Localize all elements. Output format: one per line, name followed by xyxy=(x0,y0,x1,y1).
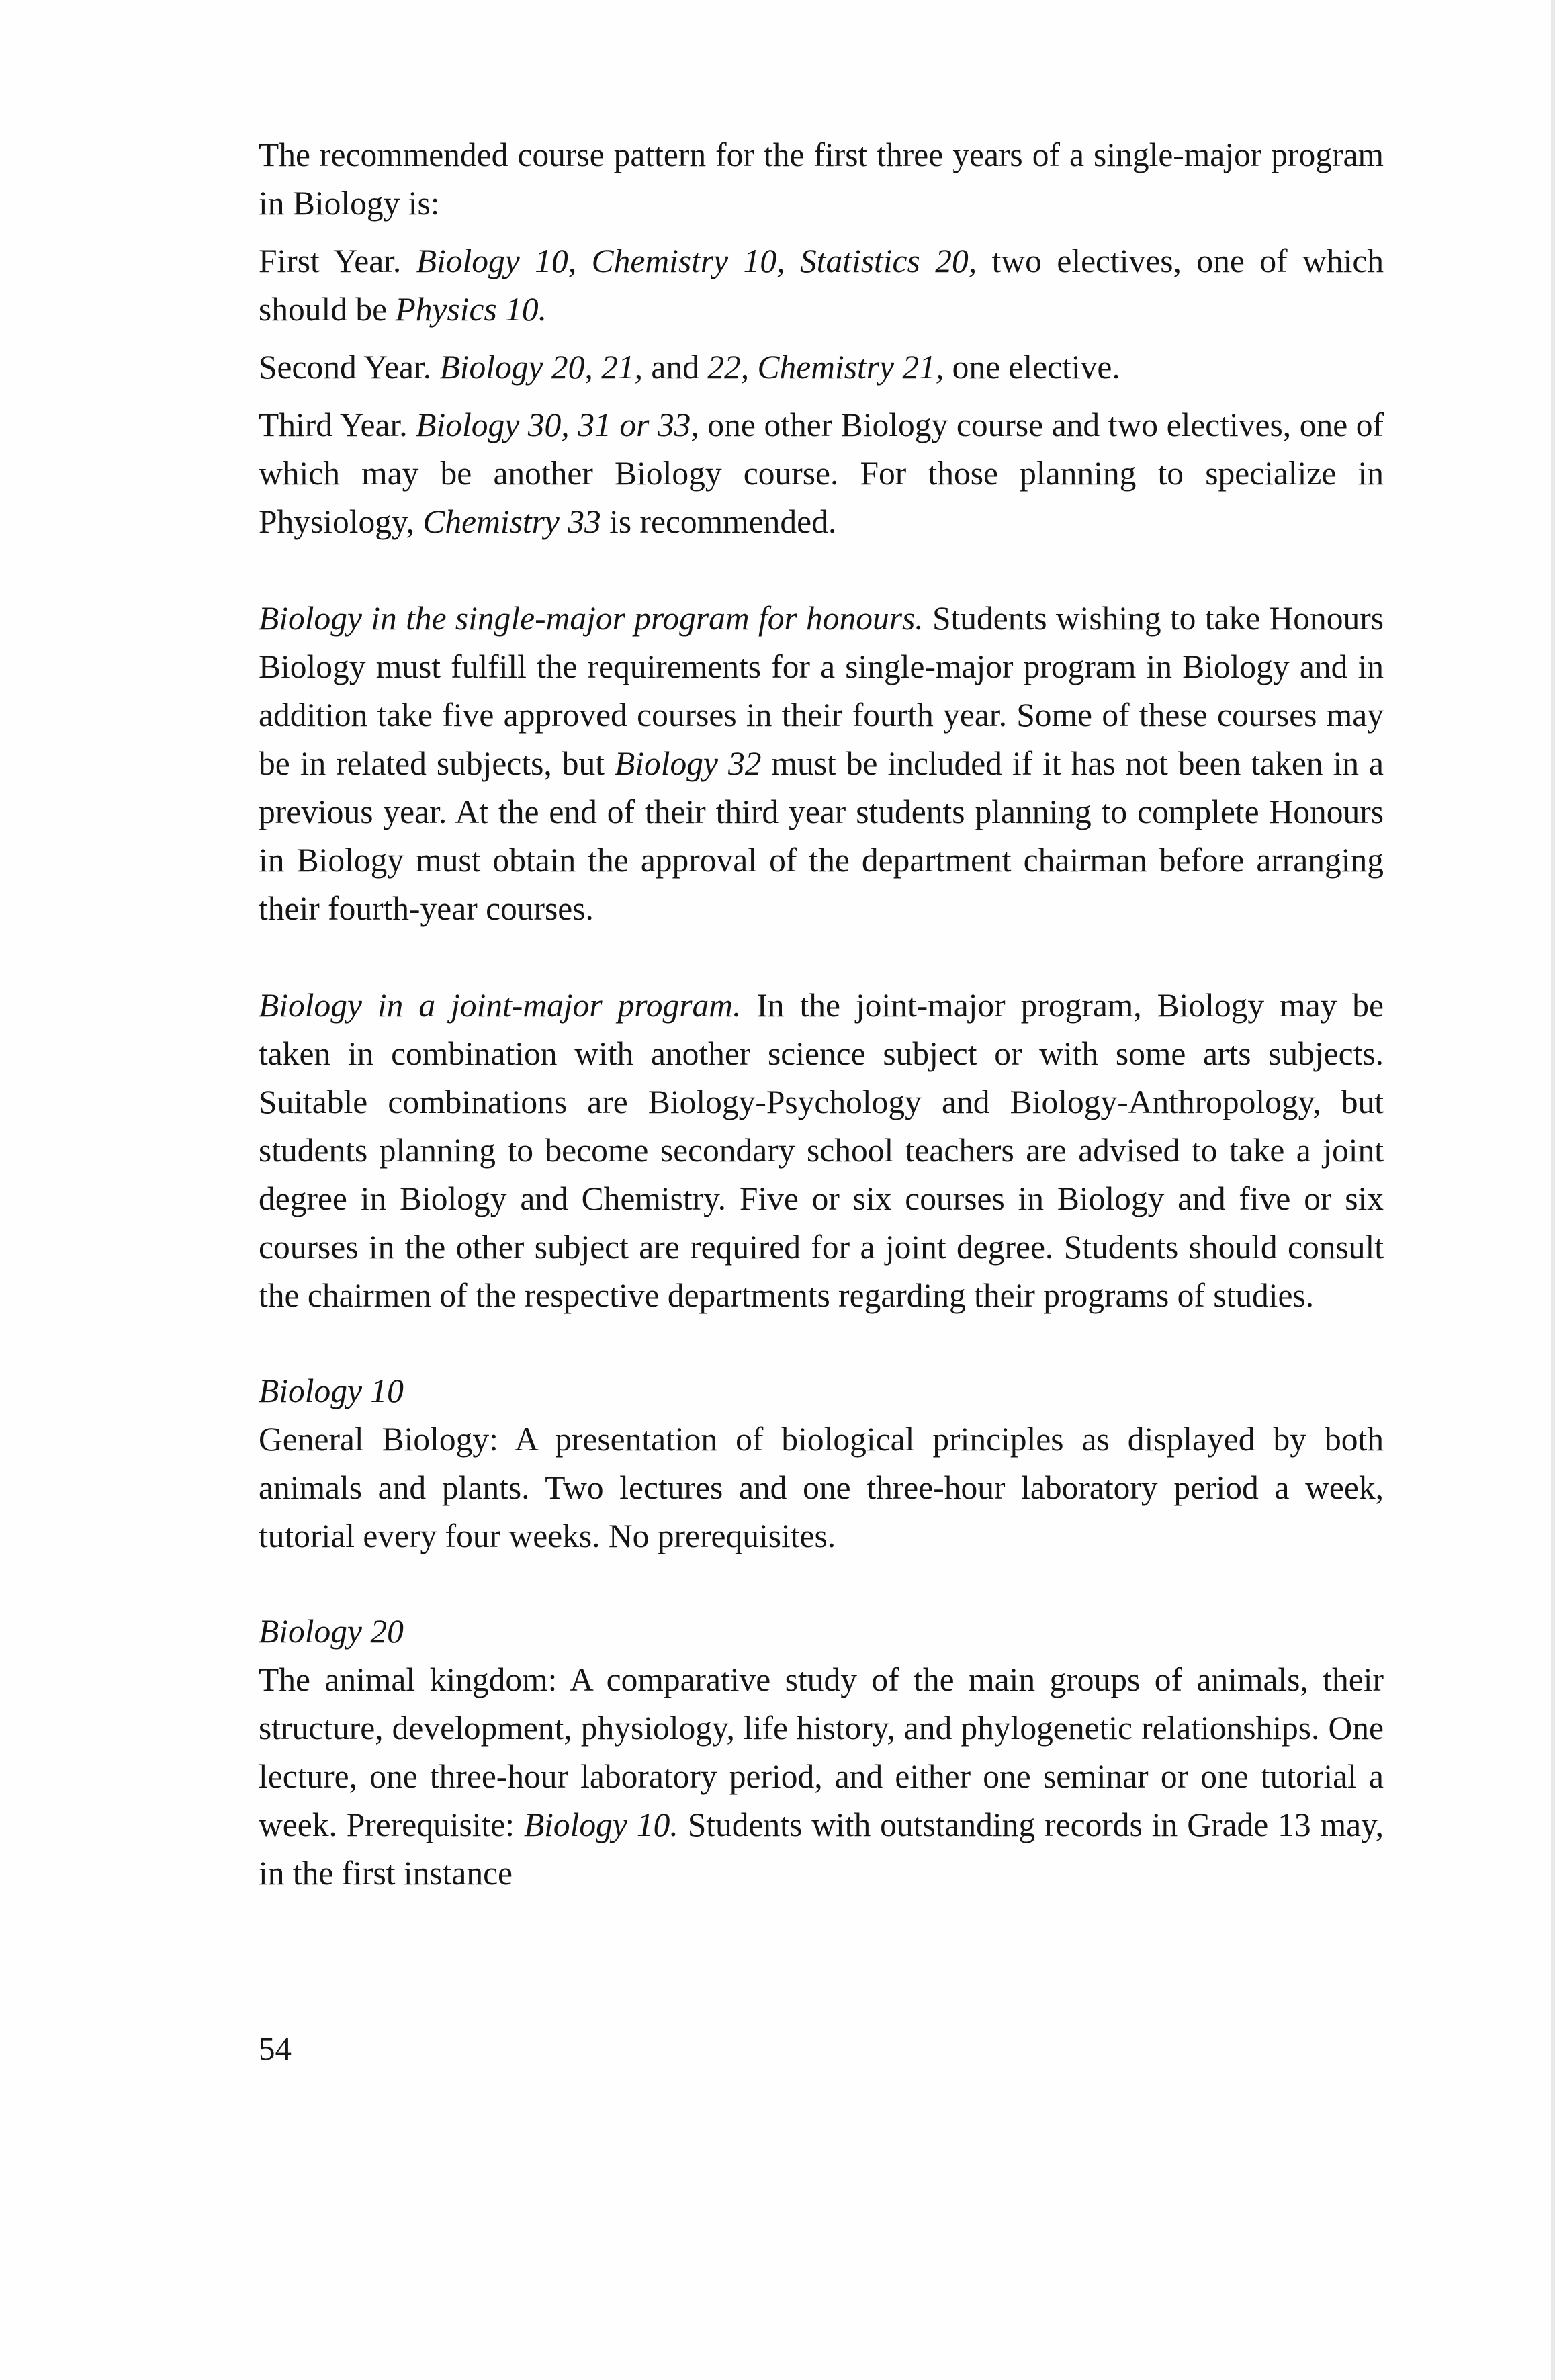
third-year-paragraph xyxy=(259,401,1384,546)
biology-10-description: General Biology: A presentation of biological principles as displayed by both animals and plants. Two lectures and one three-hour laboratory period a week, tutorial every four weeks. No prerequisites. xyxy=(259,1421,1384,1554)
second-year-label: Second Year. xyxy=(259,349,432,386)
second-year-courses: Biology 20, 21, xyxy=(439,349,643,386)
third-year-rest: one other Biology course and two electives, one of which may be another Biology course. For those planning to specialize in Physiology, xyxy=(259,406,1384,540)
honours-text-1: Students wishing to take Honours Biology must fulfill the requirements for a single-major program in Biology and in addition take five approved courses in their fourth year. Some of these courses may be in related subjects, but xyxy=(259,600,1384,782)
main-text xyxy=(259,131,1384,1898)
second-year-rest: one elective. xyxy=(952,349,1120,386)
scan-edge-shadow xyxy=(1551,0,1555,2380)
intro-paragraph xyxy=(259,131,1384,228)
honours-biology-32: Biology 32 xyxy=(615,745,762,782)
second-year-course-22: 22, xyxy=(707,349,750,386)
honours-heading: Biology in the single-major program for honours. xyxy=(259,600,924,637)
biology-20-prerequisite: Biology 10. xyxy=(523,1806,678,1843)
biology-20-text-2: Students with outstanding records in Grade 13 may, in the first instance xyxy=(259,1806,1384,1892)
third-year-label: Third Year. xyxy=(259,406,408,443)
honours-paragraph xyxy=(259,594,1384,933)
second-year-and: and xyxy=(651,349,699,386)
third-year-chemistry: Chemistry 33 xyxy=(423,503,601,540)
joint-text: In the joint-major program, Biology may be taken in combination with another science subject or with some arts subjects. Suitable combinations are Biology-Psychology and Biology-Anthropology, but students planning to become secondary school teachers are advised to take a joint degree in Biology and Chemistry. Five or six courses in Biology and five or six courses in the other subject are required for a joint degree. Students should consult the chairmen of the respective departments regarding their programs of studies. xyxy=(259,987,1384,1314)
biology-20-description xyxy=(259,1656,1384,1898)
joint-paragraph xyxy=(259,981,1384,1320)
first-year-course-chemistry: Chemistry 10, xyxy=(591,243,785,279)
second-year-chemistry: Chemistry 21, xyxy=(757,349,944,386)
intro-text: The recommended course pattern for the first three years of a single-major program in Biology is: xyxy=(259,136,1384,222)
biology-10-heading: Biology 10 xyxy=(259,1372,404,1409)
biology-20-heading: Biology 20 xyxy=(259,1613,404,1650)
first-year-rest: two electives, one of which should be xyxy=(259,243,1384,328)
first-year-physics: Physics 10. xyxy=(395,291,547,328)
first-year-course-statistics: Statistics 20, xyxy=(799,243,977,279)
first-year-paragraph xyxy=(259,237,1384,334)
third-year-end: is recommended. xyxy=(609,503,837,540)
joint-heading: Biology in a joint-major program. xyxy=(259,987,742,1024)
biology-20-text-1: The animal kingdom: A comparative study of the main groups of animals, their structure, development, physiology, life history, and phylogenetic relationships. One lecture, one three-hour laboratory period, and either one seminar or one tutorial a week. Prerequisite: xyxy=(259,1661,1384,1843)
honours-text-2: must be included if it has not been taken in a previous year. At the end of their third year students planning to complete Honours in Biology must obtain the approval of the department chairman before arranging their fourth-year courses. xyxy=(259,745,1384,927)
third-year-courses: Biology 30, 31 or 33, xyxy=(416,406,699,443)
second-year-paragraph xyxy=(259,343,1384,392)
first-year-label: First Year. xyxy=(259,243,402,279)
page-number: 54 xyxy=(259,2030,292,2067)
first-year-course-biology: Biology 10, xyxy=(416,243,577,279)
